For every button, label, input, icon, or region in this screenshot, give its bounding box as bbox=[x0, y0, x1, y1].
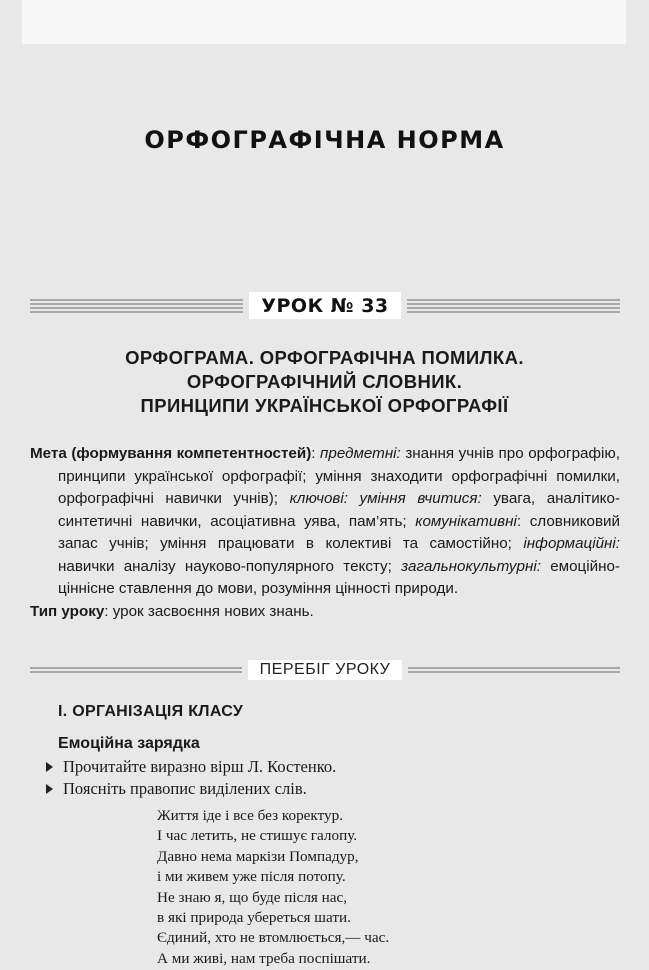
course-rule-right bbox=[408, 667, 620, 673]
lesson-title-line: ОРФОГРАФІЧНИЙ СЛОВНИК. bbox=[186, 371, 463, 392]
informational-text: навички аналізу науково-популярного тексту; bbox=[58, 557, 402, 575]
task-text: Прочитайте виразно вірш Л. Костенко. bbox=[63, 757, 337, 776]
lesson-title-line: ПРИНЦИПИ УКРАЇНСЬКОЇ ОРФОГРАФІЇ bbox=[140, 395, 509, 416]
cultural-text: емоційно-ціннісне ставлення до мови, розуміння цінності природи. bbox=[58, 557, 620, 597]
lesson-type-paragraph bbox=[30, 601, 620, 624]
lesson-goal-block bbox=[30, 443, 620, 623]
top-header-bar bbox=[22, 0, 626, 44]
subject-competence-text: знання учнів про орфографію, принципи української орфографії; уміння знаходити орфографічні помилки, орфографічні навички учнів); bbox=[58, 445, 620, 507]
part-heading: І. ОРГАНІЗАЦІЯ КЛАСУ bbox=[58, 703, 244, 720]
section-title: ОРФОГРАФІЧНА НОРМА bbox=[144, 126, 505, 154]
poem-line: Давно нема маркізи Помпадур, bbox=[157, 847, 359, 865]
poem-line: А ми живі, нам треба поспішати. bbox=[157, 949, 371, 967]
poem-line: Не знаю я, що буде після нас, bbox=[157, 888, 348, 906]
poem-line: І час летить, не стишує галопу. bbox=[157, 827, 358, 845]
lesson-type-text: : урок засвоєння нових знань. bbox=[104, 602, 314, 620]
lesson-header bbox=[30, 292, 620, 319]
task-text: Поясніть правопис виділених слів. bbox=[63, 779, 307, 798]
course-heading: ПЕРЕБІГ УРОКУ bbox=[248, 660, 403, 680]
goal-separator: : bbox=[311, 445, 321, 462]
poem-line: в які природа убереться шати. bbox=[157, 909, 351, 927]
task-item bbox=[42, 756, 602, 778]
communicative-text: : словниковий запас учнів; уміння працювати в колективі та самостійно; bbox=[58, 512, 620, 552]
task-item bbox=[42, 778, 602, 800]
goal-label: Мета (формування компетентностей) bbox=[30, 445, 312, 462]
bullet-triangle-icon bbox=[46, 762, 53, 772]
subheading: Емоційна зарядка bbox=[58, 735, 200, 752]
poem-line: і ми живем уже після потопу. bbox=[157, 868, 346, 886]
poem-line: Єдиний, хто не втомлюється,— час. bbox=[157, 929, 390, 947]
decorative-rule-left bbox=[30, 299, 243, 313]
task-list bbox=[42, 756, 602, 800]
decorative-rule-right bbox=[407, 299, 620, 313]
lesson-number: УРОК № 33 bbox=[249, 292, 400, 319]
cultural-label: загальнокультурні: bbox=[401, 557, 541, 575]
course-header bbox=[30, 660, 620, 680]
goal-paragraph bbox=[30, 443, 620, 601]
lesson-title bbox=[40, 346, 609, 418]
communicative-label: комунікативні bbox=[415, 512, 517, 530]
lesson-type-label: Тип уроку bbox=[30, 602, 105, 620]
key-competence-label: ключові: уміння вчитися: bbox=[289, 490, 482, 507]
lesson-title-line: ОРФОГРАМА. ОРФОГРАФІЧНА ПОМИЛКА. bbox=[125, 347, 524, 368]
bullet-triangle-icon bbox=[46, 784, 53, 794]
course-rule-left bbox=[30, 667, 242, 673]
subject-competence-label: предметні: bbox=[320, 445, 401, 462]
informational-label: інформаційні: bbox=[523, 535, 620, 552]
poem bbox=[157, 806, 597, 969]
poem-line: Життя іде і все без коректур. bbox=[157, 807, 344, 824]
key-competence-text: увага, аналітико-синтетичні навички, асоціативна уява, пам’ять; bbox=[58, 490, 620, 530]
